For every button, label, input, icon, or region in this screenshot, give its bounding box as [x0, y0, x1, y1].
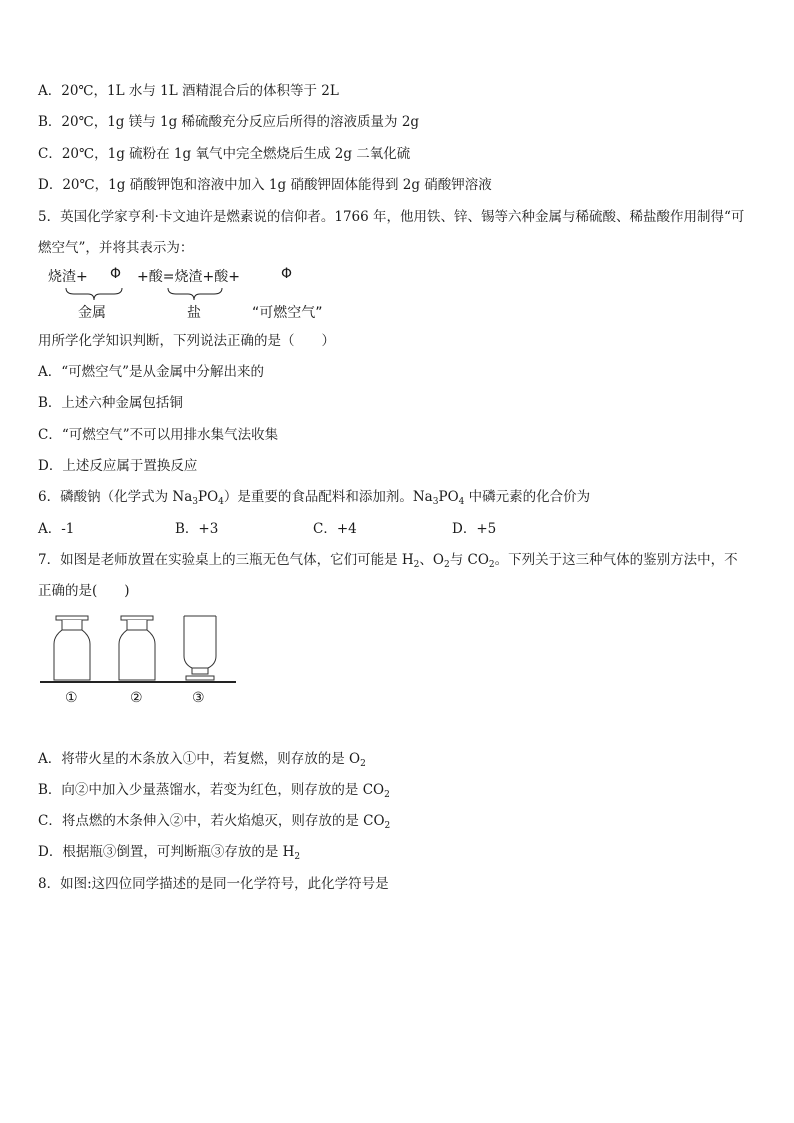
q5-stem-line1: 5．英国化学家亨利·卡文迪许是燃素说的信仰者。1766 年，他用铁、锌、锡等六种金属与稀硫酸、稀盐酸作用制得“可: [38, 209, 745, 225]
q4-option-a: A．20℃，1L 水与 1L 酒精混合后的体积等于 2L: [38, 83, 339, 99]
q4-option-d: D．20℃，1g 硝酸钾饱和溶液中加入 1g 硝酸钾固体能得到 2g 硝酸钾溶液: [38, 177, 492, 193]
bottle-3-inverted: [184, 616, 216, 680]
q7-option-b: B．向②中加入少量蒸馏水，若变为红色，则存放的是 $CO_2$: [38, 782, 390, 800]
q8-stem: 8．如图:这四位同学描述的是同一化学符号，此化学符号是: [38, 876, 389, 892]
q6-option-b: B．+3: [175, 521, 219, 537]
q7-stem-line2: 正确的是( ): [38, 583, 130, 599]
eq-braces: [0, 284, 794, 324]
q6-option-d: D．+5: [452, 521, 497, 537]
q7-stem-line1: 7．如图是老师放置在实验桌上的三瓶无色气体，它们可能是 $H_2$、$O_2$与 $CO_2$。下列关于这三种气体的鉴别方法中，不: [38, 552, 738, 570]
bottle-label-3: ③: [192, 690, 205, 706]
q5-question: 用所学化学知识判断，下列说法正确的是（ ）: [38, 333, 335, 349]
q5-option-d: D．上述反应属于置换反应: [38, 458, 198, 474]
eq-part1: 烧渣+: [48, 269, 88, 285]
label-salt: 盐: [187, 305, 201, 321]
q4-option-b: B．20℃，1g 镁与 1g 稀硫酸充分反应后所得的溶液质量为 2g: [38, 114, 420, 130]
label-metal: 金属: [78, 305, 106, 321]
q5-option-b: B．上述六种金属包括铜: [38, 395, 183, 411]
bottle-label-1: ①: [65, 690, 78, 706]
bottle-2: [119, 616, 155, 680]
q6-option-c: C．+4: [313, 521, 357, 537]
q6-option-a: A．-1: [38, 521, 75, 537]
label-gas: “可燃空气”: [252, 305, 323, 321]
q5-stem-line2: 燃空气”，并将其表示为：: [38, 240, 194, 256]
bottles-figure: [0, 608, 794, 718]
eq-part2: +酸=烧渣+酸+: [137, 269, 240, 285]
bottle-label-2: ②: [130, 690, 143, 706]
eq-phi1: Φ: [110, 266, 122, 282]
eq-phi2: Φ: [281, 266, 293, 282]
bottle-1: [54, 616, 90, 680]
brace-metal: [66, 288, 122, 300]
q5-option-a: A．“可燃空气”是从金属中分解出来的: [38, 364, 265, 380]
q7-option-a: A．将带火星的木条放入①中，若复燃，则存放的是 $O_2$: [38, 751, 366, 769]
brace-salt: [168, 288, 222, 300]
q7-option-d: D．根据瓶③倒置，可判断瓶③存放的是 $H_2$: [38, 844, 301, 862]
q7-option-c: C．将点燃的木条伸入②中，若火焰熄灭，则存放的是 $CO_2$: [38, 813, 391, 831]
q5-option-c: C．“可燃空气”不可以用排水集气法收集: [38, 427, 279, 443]
q6-stem: 6．磷酸钠（化学式为 $Na_3PO_4$）是重要的食品配料和添加剂。$Na_3PO_4$ 中磷元素的化合价为: [38, 489, 591, 507]
q4-option-c: C．20℃，1g 硫粉在 1g 氧气中完全燃烧后生成 2g 二氧化硫: [38, 146, 411, 162]
